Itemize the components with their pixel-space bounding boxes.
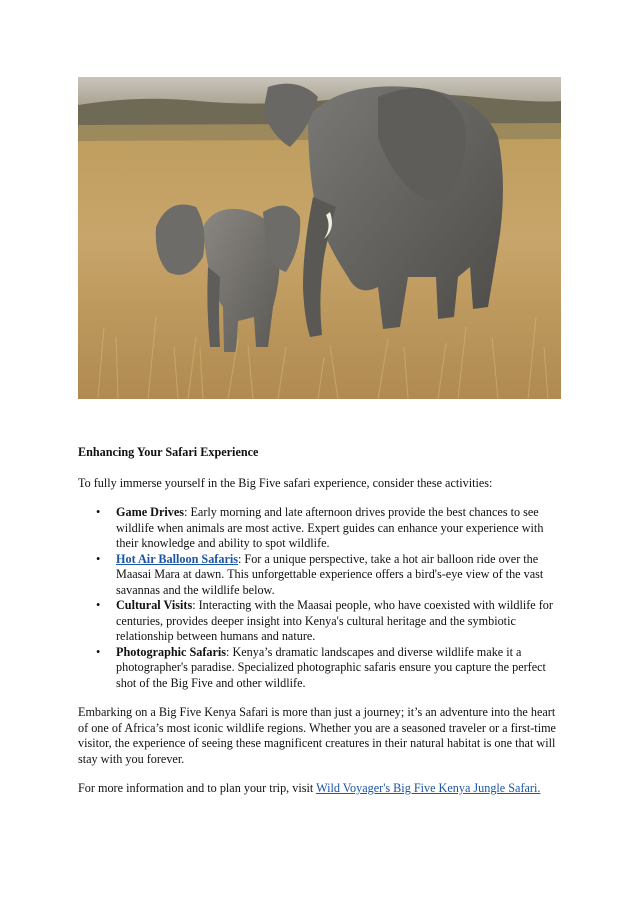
bullet-icon: • — [96, 644, 101, 659]
section-heading: Enhancing Your Safari Experience — [78, 445, 259, 459]
more-info-paragraph — [78, 781, 562, 797]
list-item-cultural-visits — [96, 598, 562, 645]
bullet-icon: • — [96, 598, 101, 612]
activity-description: : Early morning and late afternoon drives provide the best chances to see wildlife when animals are most active. Expert guides can enhance your experience with their knowledge and ability to spot wildlife. — [116, 505, 544, 550]
closing-paragraph: Embarking on a Big Five Kenya Safari is more than just a journey; it’s an adventure into the heart of one of Africa’s most iconic wildlife regions. Whether you are a seasoned traveler or a first-time visitor, the experience of seeing these magnificent creatures in their natural habitat is one that will stay with you forever. — [78, 705, 556, 766]
activity-description: : Kenya’s dramatic landscapes and diverse wildlife make it a photographer's paradise. Specialized photographic safaris ensure you capture the perfect shot of the Big Five and other wildlife. — [116, 644, 546, 690]
wild-voyager-link[interactable]: Wild Voyager's Big Five Kenya Jungle Safari. — [316, 781, 541, 795]
elephants-photo — [78, 77, 561, 399]
list-item-game-drives — [96, 505, 562, 552]
more-info-text: For more information and to plan your trip, visit — [78, 781, 317, 795]
intro-paragraph: To fully immerse yourself in the Big Five safari experience, consider these activities: — [78, 475, 493, 490]
list-item-photographic-safaris — [96, 644, 562, 692]
activities-list — [78, 505, 562, 691]
activity-term: Photographic Safaris — [116, 644, 227, 659]
elephant-image-illustration — [78, 77, 561, 399]
bullet-icon: • — [96, 505, 101, 519]
activity-term: Game Drives — [116, 505, 185, 519]
article-body — [78, 445, 562, 811]
hot-air-balloon-link[interactable]: Hot Air Balloon Safaris — [116, 551, 238, 566]
bullet-icon: • — [96, 551, 101, 566]
activity-description: : For a unique perspective, take a hot air balloon ride over the Maasai Mara at dawn. This unforgettable experience offers a bird's-eye view of the vast savannas and the wildlife below. — [116, 551, 544, 597]
list-item-hot-air-balloon — [96, 551, 562, 599]
activity-description: : Interacting with the Maasai people, who have coexisted with wildlife for centuries, provides deeper insight into Kenya's cultural heritage and the symbiotic relationship between humans and nature. — [116, 598, 553, 643]
activity-term: Cultural Visits — [116, 598, 193, 612]
